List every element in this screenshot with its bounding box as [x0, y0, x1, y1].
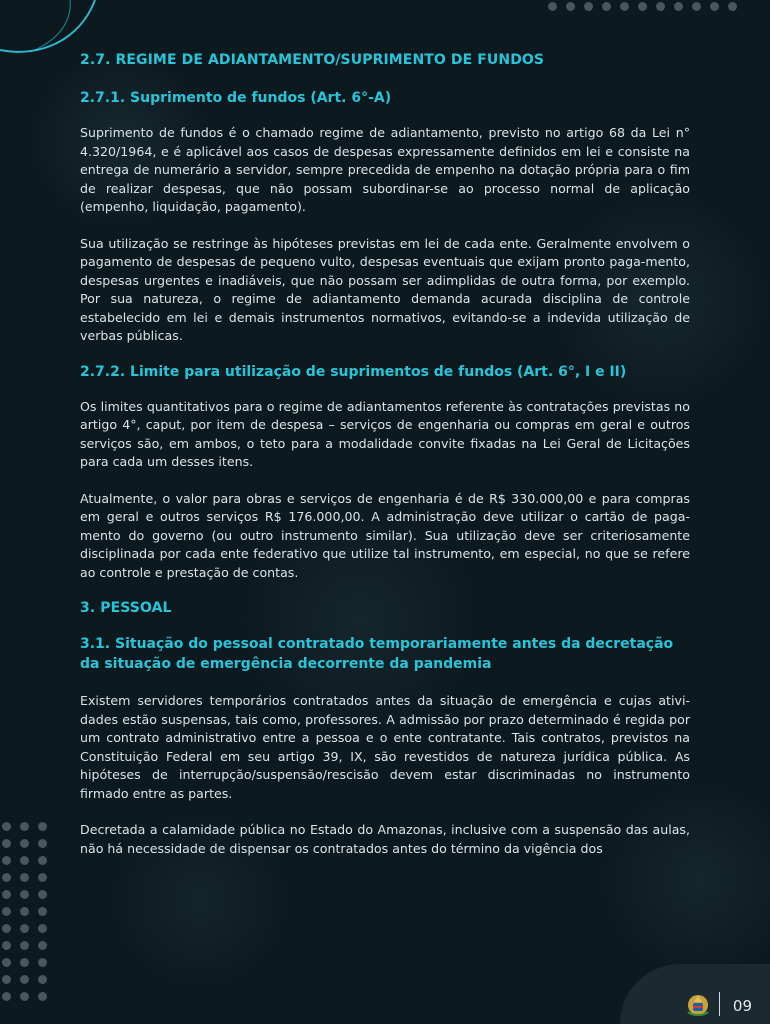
paragraph-limits: Os limites quantitativos para o regime de adiantamentos referente às contratações previstas no artigo 4°, caput, por item de despesa – serviços de engenharia ou compras em geral e outros serviços são, em ambos, o teto para a modalidade convite fixadas na Lei Geral de Licitações para cada um desses itens.: [80, 398, 690, 469]
paragraph-suprimento-usage: Sua utilização se restringe às hipóteses previstas em lei de cada ente. Geralmente envolvem o pagamento de despesas de pequeno vulto, despesas eventuais que exijam pronto paga-mento, despesas urgentes e inadiáveis, que não possam ser adimplidas de outra forma, por exemplo. Por sua natureza, o regime de adiantamento demanda acurada disciplina de controle estabelecido em lei e demais instrumentos normativos, evitando-se a indevida utilização de verbas públicas.: [80, 235, 690, 343]
decorative-dots-left: [2, 822, 47, 1001]
subsection-heading-2-7-1: 2.7.1. Suprimento de fundos (Art. 6°-A): [80, 90, 392, 106]
subsection-heading-3-1: 3.1. Situação do pessoal contratado temporariamente antes da decretação da situação de emergência decorrente da pandemia: [80, 636, 674, 672]
decorative-curve: [0, 0, 160, 60]
paragraph-calamity: Decretada a calamidade pública no Estado do Amazonas, inclusive com a suspensão das aulas, não há necessidade de dispensar os contratados antes do término da vigência dos: [80, 822, 690, 856]
section-heading-3: 3. PESSOAL: [80, 600, 172, 616]
subsection-heading-2-7-2: 2.7.2. Limite para utilização de suprimentos de fundos (Art. 6°, I e II): [80, 363, 627, 380]
page-footer: [620, 964, 770, 1024]
page-number: 09: [732, 997, 752, 1015]
section-heading-2-7: 2.7. REGIME DE ADIANTAMENTO/SUPRIMENTO DE FUNDOS: [80, 52, 545, 68]
paragraph-temporary-staff: Existem servidores temporários contratados antes da situação de emergência e cujas ativi-dades estão suspensas, tais como, professores. A admissão por prazo determinado é regida por um contrato administrativo entre a pessoa e o ente contratante. Tais contratos, previstos na Constituição Federal em seu artigo 39, IX, são revestidos de natureza jurídica pública. As hipóteses de interrupção/suspensão/rescisão devem estar discriminadas no instrumento firmado entre as partes.: [80, 693, 690, 801]
coat-of-arms-icon: [684, 990, 712, 1018]
paragraph-suprimento-definition: Suprimento de fundos é o chamado regime de adiantamento, previsto no artigo 68 da Lei n° 4.320/1964, e é aplicável aos casos de despesas expressamente definidos em lei e consiste na entrega de numerário a servidor, sempre precedida de empenho na dotação própria para o fim de realizar despesas, que não possam subordinar-se ao processo normal de aplicação (empenho, liquidação, pagamento).: [80, 125, 690, 214]
decorative-dots-top: [548, 2, 737, 11]
paragraph-current-values: Atualmente, o valor para obras e serviços de engenharia é de R$ 330.000,00 e para compras em geral e outros serviços R$ 176.000,00. A administração deve utilizar o cartão de paga-mento do governo (ou outro instrumento similar). Sua utilização deve ser criteriosamente disciplinada por cada ente federativo que utilize tal instrumento, em especial, no que se refere ao controle e prestação de contas.: [80, 490, 690, 580]
footer-separator: [719, 992, 720, 1016]
document-body: [80, 52, 690, 858]
